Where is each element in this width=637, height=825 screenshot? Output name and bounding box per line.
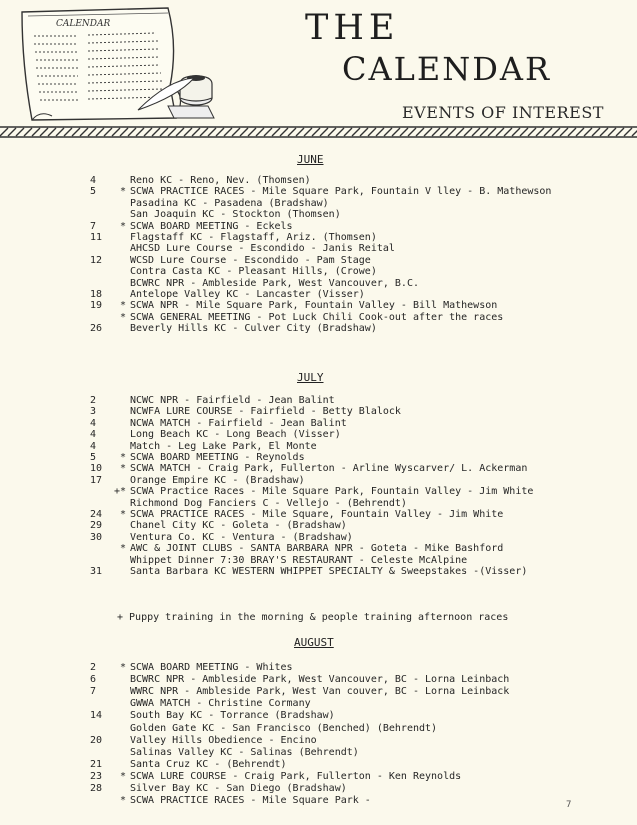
event-mark: * [119,509,126,520]
decorative-rope-divider [0,124,637,140]
event-mark: * [119,300,126,312]
event-day: 5 [90,452,97,463]
event-row [0,685,637,698]
event-text: SCWA BOARD MEETING - Reynolds [130,452,305,463]
event-text: BCWRC NPR - Ambleside Park, West Vancouver, BC - Lorna Leinbach [130,674,510,686]
event-text: SCWA LURE COURSE - Craig Park, Fullerton - Ken Reynolds [130,770,462,782]
event-text: Golden Gate KC - San Francisco (Benched) (Behrendt) [130,722,438,734]
event-text: Antelope Valley KC - Lancaster (Visser) [130,289,365,300]
event-day: 6 [90,674,97,686]
event-day: 7 [90,220,97,232]
event-text: Santa Cruz KC - (Behrendt) [130,758,287,770]
event-mark: * [119,770,126,782]
event-day: 30 [90,531,103,543]
event-text: SCWA NPR - Mile Square Park, Fountain Valley - Bill Mathewson [130,300,498,312]
event-text: Ventura Co. KC - Ventura - (Bradshaw) [130,531,353,543]
event-day: 4 [90,175,97,186]
event-row [0,565,637,578]
event-text: GWWA MATCH - Christine Cormany [130,698,311,710]
event-day: 23 [90,770,103,782]
event-text: WWRC NPR - Ambleside Park, West Van couver, BC - Lorna Leinback [130,686,510,698]
event-row [0,770,637,783]
event-text: NCWC NPR - Fairfield - Jean Balint [130,395,335,406]
event-mark: +* [114,486,127,498]
event-text: SCWA PRACTICE RACES - Mile Square Park, Fountain V lley - B. Mathewson [130,186,552,198]
event-day: 2 [90,662,97,673]
event-mark: * [119,452,126,463]
event-text: Pasadina KC - Pasadena (Bradshaw) [130,197,329,209]
event-day: 4 [90,429,97,441]
event-day: 3 [90,406,97,418]
event-text: NCWA MATCH - Fairfield - Jean Balint [130,417,347,429]
event-day: 4 [90,417,97,429]
event-text: Valley Hills Obedience - Encino [130,734,317,746]
event-row [0,746,637,759]
event-day: 5 [90,186,97,198]
event-mark: * [119,795,126,807]
event-day: 4 [90,440,97,452]
event-text: Flagstaff KC - Flagstaff, Ariz. (Thomsen) [130,232,377,243]
event-day: 12 [90,254,103,266]
event-text: Chanel City KC - Goleta - (Bradshaw) [130,520,347,532]
event-mark: * [119,463,126,475]
event-text: SCWA PRACTICE RACES - Mile Square Park - [130,795,371,807]
event-day: 21 [90,758,103,770]
event-text: Orange Empire KC - (Bradshaw) [130,474,305,486]
event-text: NCWFA LURE COURSE - Fairfield - Betty Blalock [130,406,401,418]
event-day: 28 [90,783,103,794]
event-text: Contra Casta KC - Pleasant Hills, (Crowe) [130,266,377,278]
event-day: 2 [90,395,97,406]
event-text: SCWA MATCH - Craig Park, Fullerton - Arline Wyscarver/ L. Ackerman [130,463,528,475]
event-mark: * [119,311,126,323]
event-text: SCWA BOARD MEETING - Whites [130,662,293,673]
event-row [0,697,637,710]
event-day: 24 [90,509,103,520]
event-text: Long Beach KC - Long Beach (Visser) [130,429,341,441]
event-text: Reno KC - Reno, Nev. (Thomsen) [130,175,311,186]
event-row [0,322,637,335]
event-text: Match - Leg Lake Park, El Monte [130,440,317,452]
event-text: Silver Bay KC - San Diego (Bradshaw) [130,783,347,794]
section-title-august: AUGUST [294,636,334,649]
event-day: 19 [90,300,103,312]
title-line-calendar: CALENDAR [342,50,552,88]
event-mark: * [119,543,126,555]
event-text: Salinas Valley KC - Salinas (Behrendt) [130,746,359,758]
event-row [0,661,637,674]
event-text: Santa Barbara KC WESTERN WHIPPET SPECIALTY & Sweepstakes -(Visser) [130,566,528,577]
event-text: SCWA BOARD MEETING - Eckels [130,220,293,232]
event-mark: * [119,186,126,198]
event-day: 11 [90,232,103,243]
event-day: 20 [90,734,103,746]
event-text: AWC & JOINT CLUBS - SANTA BARBARA NPR - Goteta - Mike Bashford [130,543,504,555]
event-text: Richmond Dog Fanciers C - Vellejo - (Behrendt) [130,497,407,509]
event-mark: * [119,662,126,673]
section-footnote: + Puppy training in the morning & people training afternoon races [117,612,509,623]
event-day: 29 [90,520,103,532]
event-row [0,782,637,795]
event-text: Beverly Hills KC - Culver City (Bradshaw) [130,323,377,335]
section-title-july: JULY [297,371,324,384]
event-text: WCSD Lure Course - Escondido - Pam Stage [130,254,371,266]
event-row [0,673,637,686]
event-mark: * [119,220,126,232]
event-text: San Joaquin KC - Stockton (Thomsen) [130,209,341,221]
section-title-june: JUNE [297,153,324,166]
event-text: AHCSD Lure Course - Escondido - Janis Reital [130,243,395,255]
event-day: 18 [90,289,103,300]
event-row [0,722,637,735]
event-day: 26 [90,323,103,335]
art-calendar-label: CALENDAR [56,19,111,29]
event-row [0,734,637,747]
event-row [0,758,637,771]
event-text: South Bay KC - Torrance (Bradshaw) [130,710,335,722]
event-text: SCWA GENERAL MEETING - Pot Luck Chili Cook-out after the races [130,311,504,323]
event-row [0,709,637,722]
masthead [0,0,637,140]
event-text: SCWA PRACTICE RACES - Mile Square, Fountain Valley - Jim White [130,509,504,520]
event-row [0,794,637,807]
page-number: 7 [566,800,572,810]
event-text: BCWRC NPR - Ambleside Park, West Vancouver, B.C. [130,277,419,289]
event-day: 7 [90,686,97,698]
calendar-and-quill-illustration [18,6,218,124]
event-day: 10 [90,463,103,475]
event-text: Whippet Dinner 7:30 BRAY'S RESTAURANT - Celeste McAlpine [130,554,468,566]
subtitle: EVENTS OF INTEREST [402,103,604,122]
event-day: 31 [90,566,103,577]
event-text: SCWA Practice Races - Mile Square Park, Fountain Valley - Jim White [130,486,534,498]
event-day: 14 [90,710,103,722]
title-line-the: THE [305,8,400,48]
event-day: 17 [90,474,103,486]
